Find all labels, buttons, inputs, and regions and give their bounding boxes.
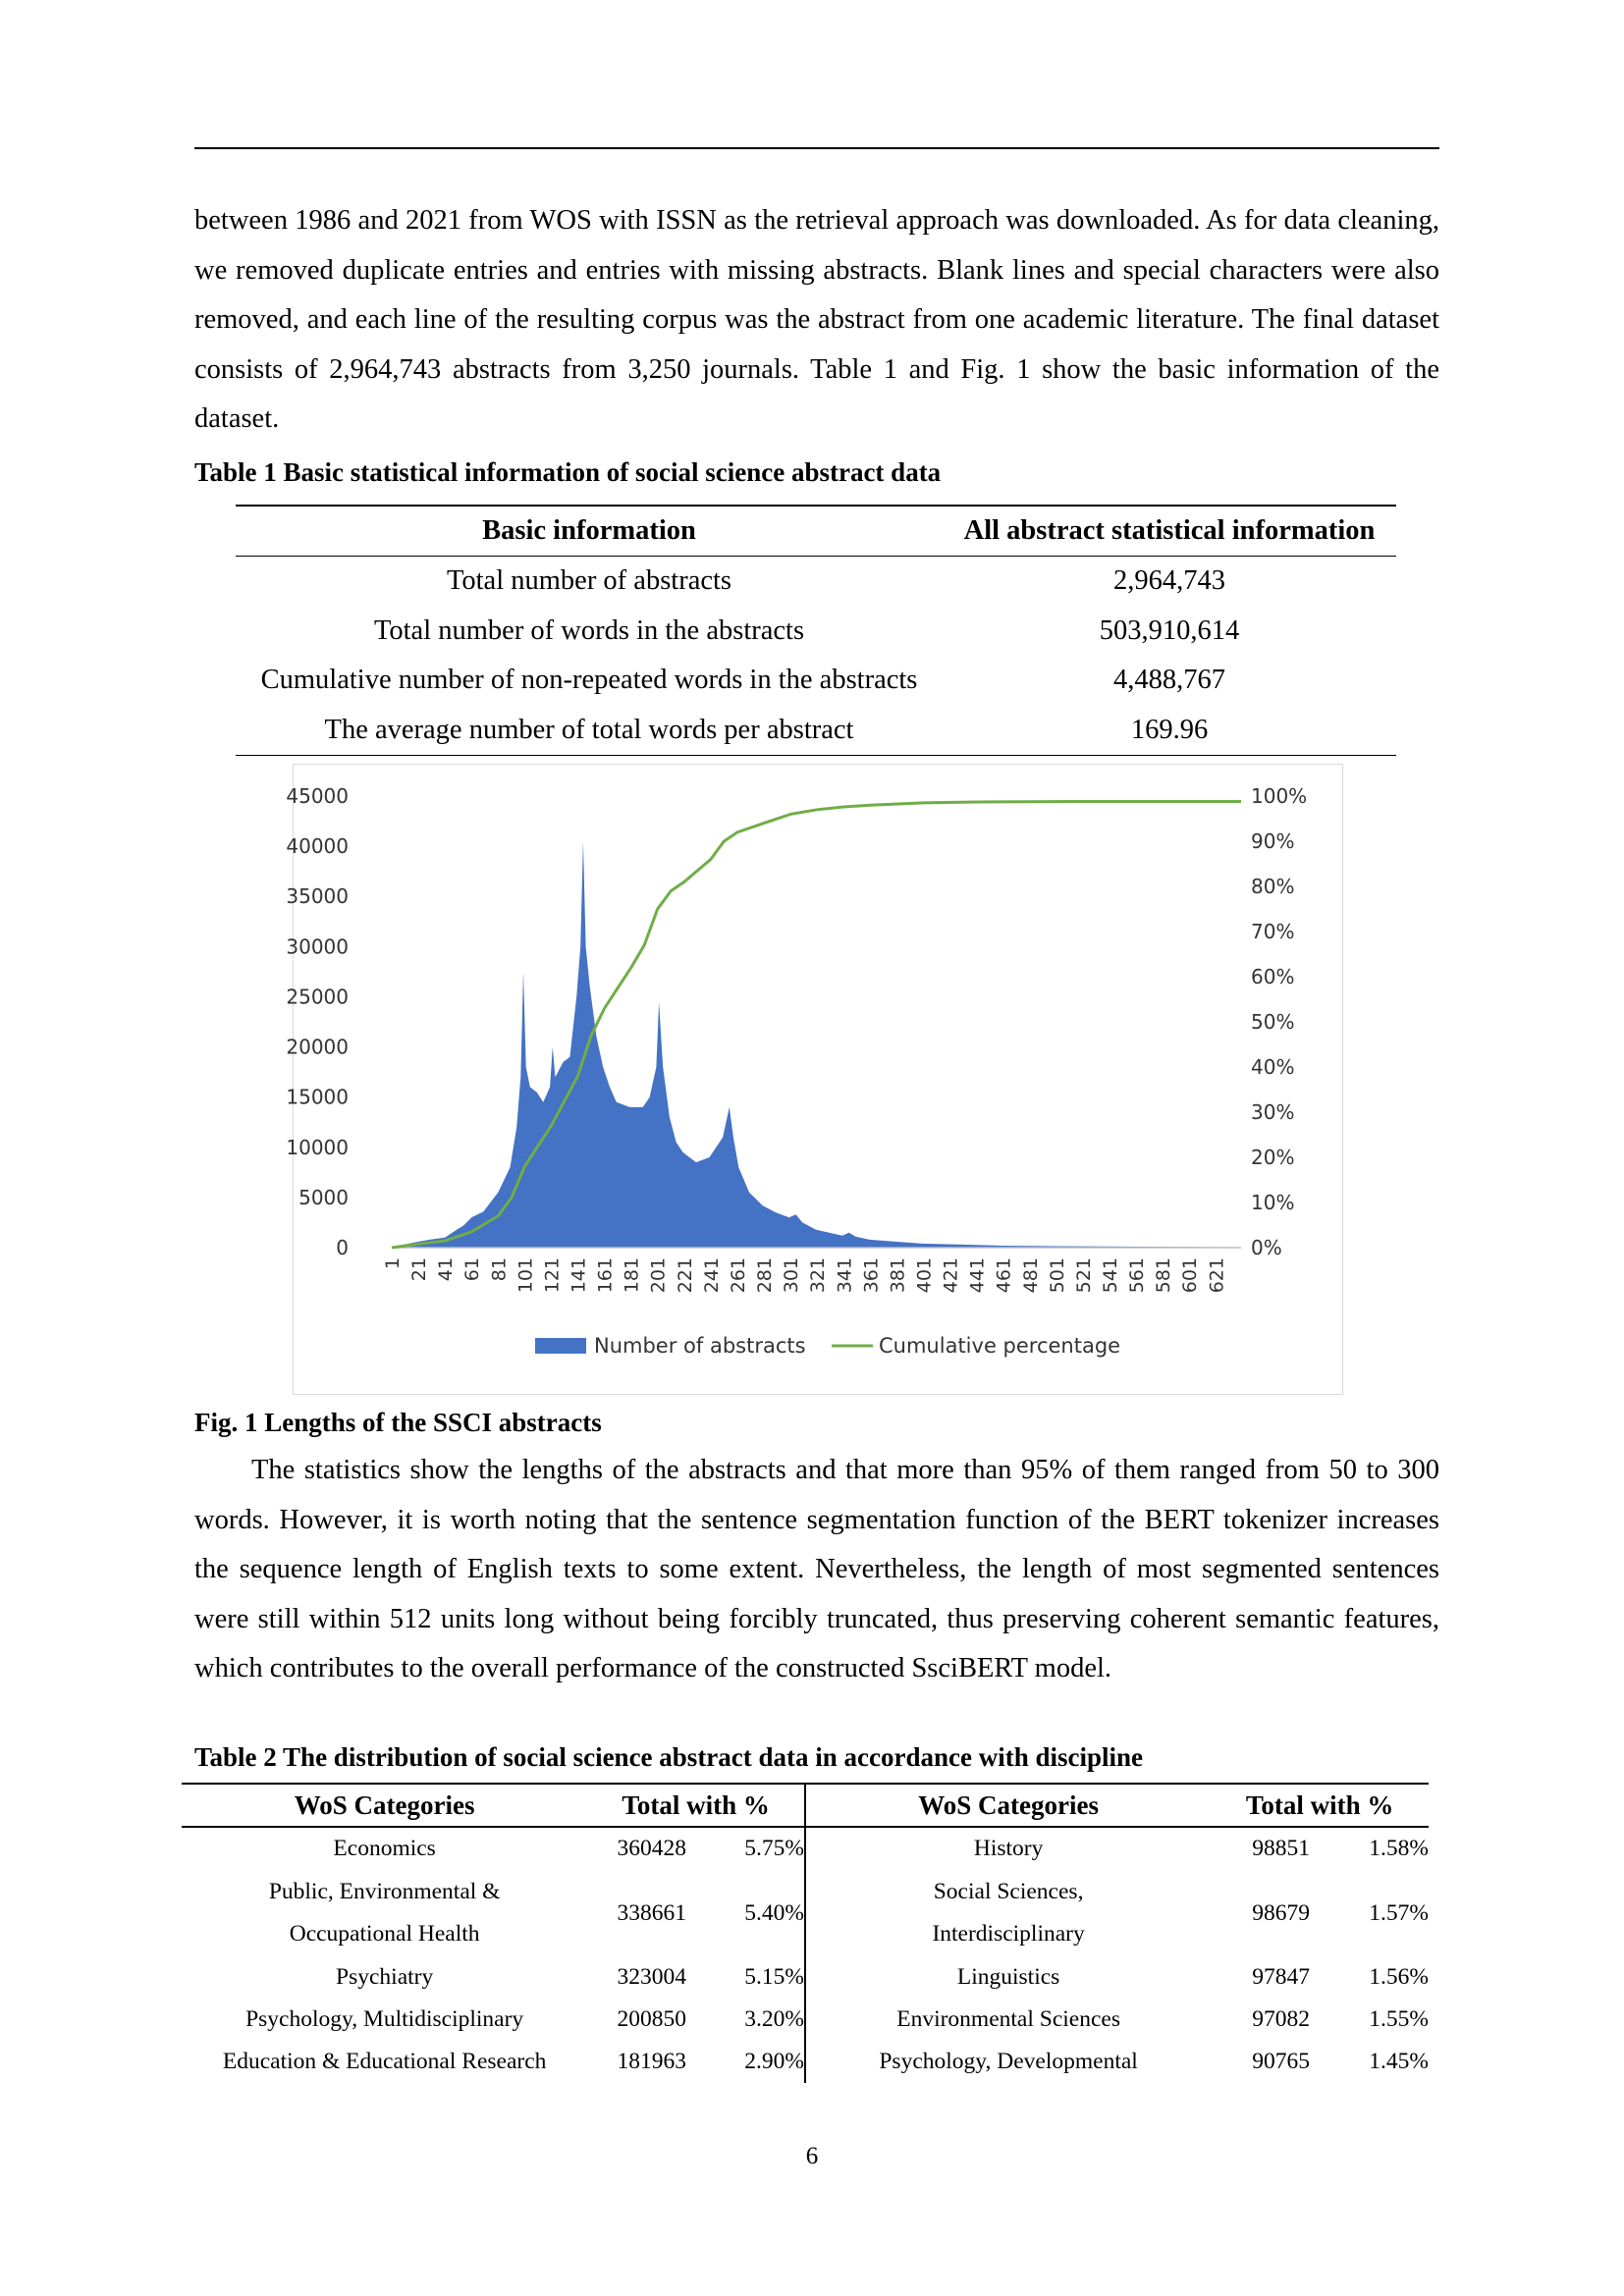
x-tick-label: 161 — [594, 1257, 617, 1294]
category-cell — [805, 1999, 1211, 2041]
y2-tick-label: 60% — [1251, 965, 1295, 988]
category-name: Psychology, Multidisciplinary — [245, 2006, 524, 2032]
percent-cell: 5.15% — [686, 1956, 805, 1999]
category-cell — [182, 1999, 587, 2041]
x-tick-label: 201 — [647, 1257, 670, 1294]
x-tick-label: 401 — [913, 1257, 936, 1294]
y-tick-label: 40000 — [286, 834, 349, 859]
category-name: History — [973, 1836, 1044, 1861]
total-cell: 97082 — [1252, 2006, 1310, 2032]
x-tick-label: 601 — [1179, 1257, 1202, 1294]
x-tick-label: 341 — [834, 1257, 856, 1294]
table-2 — [182, 1783, 1429, 2083]
category-name: Environmental Sciences — [896, 2006, 1120, 2032]
x-tick-label: 1 — [382, 1257, 404, 1270]
category-name-line: Public, Environmental & — [268, 1879, 501, 1904]
x-tick-label: 321 — [807, 1257, 830, 1294]
percent-cell: 3.20% — [686, 1999, 805, 2041]
table-cell: 4,488,767 — [1113, 665, 1225, 696]
series-number-of-abstracts-area — [392, 841, 1241, 1248]
percent-cell: 1.45% — [1369, 2049, 1429, 2074]
x-tick-label: 561 — [1126, 1257, 1149, 1294]
y-tick-label: 30000 — [286, 934, 349, 959]
page-number: 6 — [805, 2143, 819, 2169]
total-cell: 97847 — [1252, 1964, 1310, 1990]
y2-tick-label: 30% — [1251, 1100, 1295, 1124]
table-1-header-basic-info: Basic information — [236, 506, 943, 557]
x-tick-label: 581 — [1153, 1257, 1175, 1294]
x-tick-label: 61 — [461, 1257, 484, 1282]
x-tick-label: 81 — [488, 1257, 511, 1282]
x-tick-label: 241 — [700, 1257, 723, 1294]
y2-tick-label: 50% — [1251, 1010, 1295, 1034]
x-tick-label: 301 — [781, 1257, 803, 1294]
table-cell: Total number of abstracts — [446, 565, 732, 597]
table-1 — [236, 505, 1396, 756]
x-tick-label: 481 — [1019, 1257, 1042, 1294]
table-cell: Total number of words in the abstracts — [373, 614, 805, 646]
category-name-line: Occupational Health — [289, 1921, 480, 1947]
category-cell — [805, 2041, 1211, 2083]
legend-label-cumulative-percentage: Cumulative percentage — [879, 1334, 1121, 1358]
x-tick-label: 21 — [408, 1257, 431, 1282]
category-name: Economics — [333, 1836, 436, 1861]
total-cell: 181963 — [617, 2049, 687, 2074]
y2-tick-label: 90% — [1251, 829, 1295, 853]
table-row — [182, 1827, 1429, 1870]
table-2-header-total-right: Total with % — [1211, 1784, 1429, 1827]
percent-cell: 1.55% — [1369, 2006, 1429, 2032]
total-cell: 200850 — [617, 2006, 687, 2032]
category-cell — [182, 1827, 587, 1870]
table-cell: Cumulative number of non-repeated words in the abstracts — [260, 665, 918, 696]
x-tick-label: 501 — [1046, 1257, 1068, 1294]
percent-cell: 5.75% — [686, 1827, 805, 1870]
table-row — [182, 2041, 1429, 2083]
y2-tick-label: 70% — [1251, 920, 1295, 943]
table-cell: 503,910,614 — [1099, 614, 1240, 646]
table-2-header-row — [182, 1784, 1429, 1827]
category-name: Psychology, Developmental — [879, 2049, 1138, 2074]
x-tick-label: 441 — [966, 1257, 989, 1294]
table-cell: 2,964,743 — [1113, 565, 1225, 597]
table-2-header-category-left: WoS Categories — [182, 1784, 587, 1827]
x-tick-label: 381 — [887, 1257, 909, 1294]
x-tick-label: 221 — [674, 1257, 696, 1294]
category-name-line: Social Sciences, — [933, 1879, 1084, 1904]
x-tick-label: 181 — [621, 1257, 643, 1294]
legend-swatch-number-of-abstracts — [535, 1338, 586, 1354]
x-tick-label: 121 — [541, 1257, 564, 1294]
y2-tick-label: 100% — [1251, 784, 1308, 808]
percent-cell: 5.40% — [686, 1870, 805, 1956]
category-cell — [805, 1870, 1211, 1956]
y-tick-label: 15000 — [286, 1085, 349, 1109]
header-rule — [194, 147, 1439, 149]
x-tick-label: 421 — [940, 1257, 962, 1294]
table-row — [236, 607, 1396, 657]
table-row — [182, 1999, 1429, 2041]
y-tick-label: 35000 — [286, 884, 349, 909]
x-tick-label: 261 — [727, 1257, 749, 1294]
x-tick-label: 541 — [1099, 1257, 1121, 1294]
category-name-line: Interdisciplinary — [932, 1921, 1085, 1947]
y-tick-label: 20000 — [286, 1035, 349, 1059]
category-name: Education & Educational Research — [222, 2049, 547, 2074]
category-cell — [805, 1827, 1211, 1870]
table-2-header-total-left: Total with % — [587, 1784, 805, 1827]
table-1-caption: Table 1 Basic statistical information of social science abstract data — [194, 457, 942, 487]
percent-cell: 1.58% — [1369, 1836, 1429, 1861]
total-cell: 323004 — [617, 1964, 687, 1990]
table-2-header-category-right: WoS Categories — [805, 1784, 1211, 1827]
y2-tick-label: 0% — [1251, 1236, 1282, 1259]
category-cell — [805, 1956, 1211, 1999]
total-cell: 98851 — [1252, 1836, 1310, 1861]
x-tick-label: 521 — [1072, 1257, 1095, 1294]
x-tick-label: 101 — [514, 1257, 537, 1294]
category-cell — [182, 1870, 587, 1956]
y2-tick-label: 40% — [1251, 1055, 1295, 1079]
total-cell: 98679 — [1252, 1899, 1310, 1926]
category-cell — [182, 1956, 587, 1999]
table-row — [182, 1956, 1429, 1999]
y2-tick-label: 80% — [1251, 875, 1295, 898]
x-tick-label: 461 — [993, 1257, 1015, 1294]
y-tick-label: 0 — [336, 1236, 349, 1259]
table-2-caption: Table 2 The distribution of social science abstract data in accordance with discipline — [194, 1742, 1144, 1772]
category-name: Linguistics — [956, 1964, 1060, 1990]
y-tick-label: 45000 — [286, 784, 349, 808]
table-1-header-row — [236, 506, 1396, 557]
y-tick-label: 5000 — [298, 1185, 349, 1209]
x-tick-label: 621 — [1206, 1257, 1228, 1294]
y-tick-label: 25000 — [286, 985, 349, 1009]
figure-1-caption: Fig. 1 Lengths of the SSCI abstracts — [194, 1408, 602, 1437]
total-cell: 360428 — [617, 1836, 687, 1861]
table-cell: The average number of total words per abstract — [236, 706, 943, 756]
table-row — [236, 656, 1396, 706]
abstract-length-chart — [286, 765, 1342, 1394]
category-name: Psychiatry — [336, 1964, 434, 1990]
total-cell: 338661 — [617, 1899, 687, 1926]
table-row — [236, 706, 1396, 756]
percent-cell: 1.56% — [1369, 1964, 1429, 1990]
table-row — [236, 557, 1396, 607]
table-cell: 169.96 — [943, 706, 1396, 756]
category-cell — [182, 2041, 587, 2083]
x-tick-label: 281 — [754, 1257, 777, 1294]
total-cell: 90765 — [1252, 2049, 1310, 2074]
table-row — [182, 1870, 1429, 1956]
paragraph-1: between 1986 and 2021 from WOS with ISSN as the retrieval approach was downloaded. As for data cleaning, we removed duplicate entries and entries with missing abstracts. Blank lines and special characters were also removed, and each line of the resulting corpus was the abstract from one academic literature. The final dataset consists of 2,964,743 abstracts from 3,250 journals. Table 1 and Fig. 1 show the basic information of the dataset. — [194, 205, 1439, 434]
x-tick-label: 141 — [568, 1257, 590, 1294]
series-cumulative-percentage-line — [392, 802, 1241, 1249]
y-tick-label: 10000 — [286, 1135, 349, 1159]
legend-label-number-of-abstracts: Number of abstracts — [594, 1334, 806, 1358]
percent-cell: 2.90% — [686, 2041, 805, 2083]
y2-tick-label: 10% — [1251, 1191, 1295, 1214]
x-tick-label: 41 — [435, 1257, 458, 1282]
figure-1 — [286, 764, 1343, 1395]
y2-tick-label: 20% — [1251, 1146, 1295, 1169]
paragraph-2: The statistics show the lengths of the abstracts and that more than 95% of them ranged from 50 to 300 words. However, it is worth noting that the sentence segmentation function of the BERT tokenizer increases the sequence length of English texts to some extent. Nevertheless, the length of most segmented sentences were still within 512 units long without being forcibly truncated, thus preserving coherent semantic features, which contributes to the overall performance of the constructed SsciBERT model. — [194, 1455, 1439, 1683]
x-tick-label: 361 — [860, 1257, 883, 1294]
table-1-header-statistics: All abstract statistical information — [943, 506, 1396, 557]
percent-cell: 1.57% — [1369, 1899, 1429, 1926]
